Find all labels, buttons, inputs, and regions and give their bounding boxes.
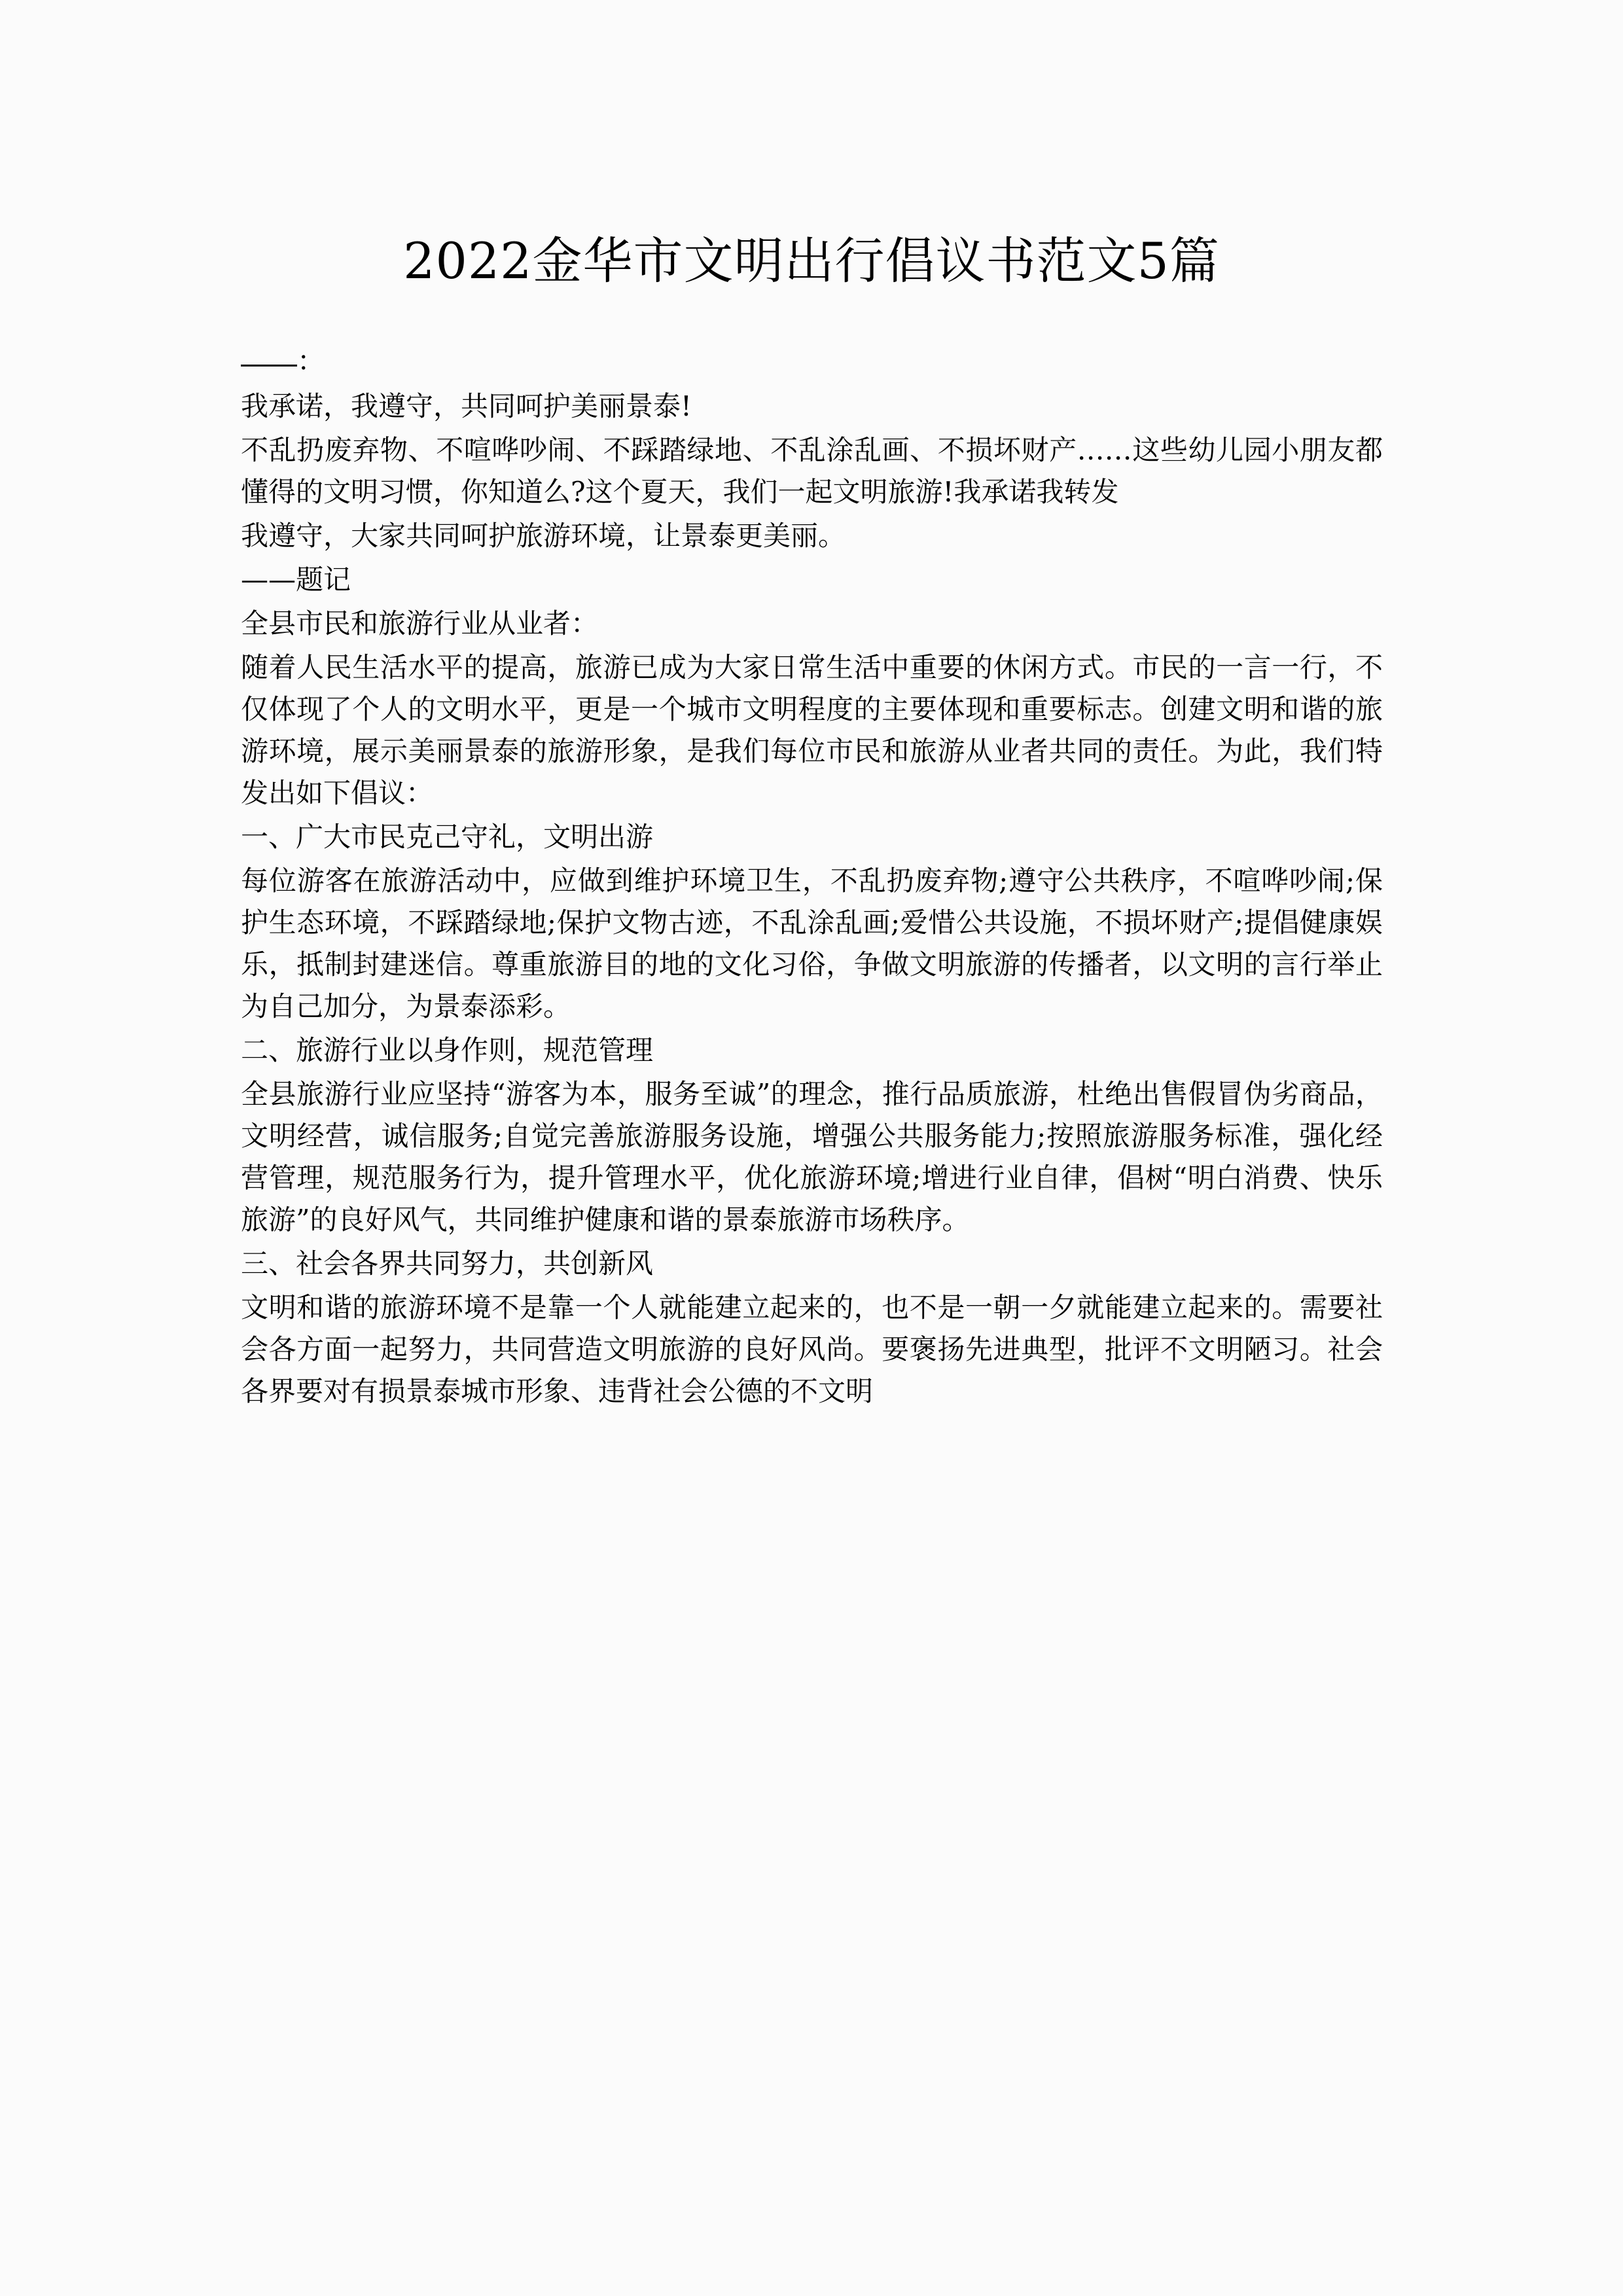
section-2-body: 全县旅游行业应坚持“游客为本，服务至诚”的理念，推行品质旅游，杜绝出售假冒伪劣商品，文明经营，诚信服务;自觉完善旅游服务设施，增强公共服务能力;按照旅游服务标准，强化经营管理，规范服务行为，提升管理水平，优化旅游环境;增进行业自律，倡树“明白消费、快乐旅游”的良好风气，共同维护健康和谐的景泰旅游市场秩序。	[241, 1078, 1383, 1236]
salutation-line	[241, 340, 1383, 382]
paragraph-pledge-2: 不乱扔废弃物、不喧哗吵闹、不踩踏绿地、不乱涂乱画、不损坏财产……这些幼儿园小朋友都懂得的文明习惯，你知道么?这个夏天，我们一起文明旅游!我承诺我转发	[241, 434, 1383, 508]
paragraph-intro: 随着人民生活水平的提高，旅游已成为大家日常生活中重要的休闲方式。市民的一言一行，不仅体现了个人的文明水平，更是一个城市文明程度的主要体现和重要标志。创建文明和谐的旅游环境，展示美丽景泰的旅游形象，是我们每位市民和旅游从业者共同的责任。为此，我们特发出如下倡议：	[241, 651, 1383, 809]
page-title: 2022金华市文明出行倡议书范文5篇	[403, 231, 1220, 290]
paragraph-pledge-3: 我遵守，大家共同呵护旅游环境，让景泰更美丽。	[241, 520, 846, 552]
section-heading-3: 三、社会各界共同努力，共创新风	[241, 1247, 654, 1280]
salutation-colon: ：	[297, 345, 325, 377]
section-3-body: 文明和谐的旅游环境不是靠一个人就能建立起来的，也不是一朝一夕就能建立起来的。需要社会各方面一起努力，共同营造文明旅游的良好风尚。要褒扬先进典型，批评不文明陋习。社会各界要对有损景泰城市形象、违背社会公德的不文明	[241, 1291, 1383, 1407]
paragraph-addressee: 全县市民和旅游行业从业者：	[241, 607, 599, 639]
document-body	[241, 340, 1383, 1414]
section-heading-1: 一、广大市民克己守礼，文明出游	[241, 821, 654, 853]
section-heading-2: 二、旅游行业以身作则，规范管理	[241, 1034, 654, 1066]
blank-fill-rule	[241, 365, 297, 367]
paragraph-pledge-1: 我承诺，我遵守，共同呵护美丽景泰!	[241, 390, 692, 422]
paragraph-epigraph: ——题记	[241, 564, 351, 596]
section-1-body: 每位游客在旅游活动中，应做到维护环境卫生，不乱扔废弃物;遵守公共秩序，不喧哗吵闹;保护生态环境，不踩踏绿地;保护文物古迹，不乱涂乱画;爱惜公共设施，不损坏财产;提倡健康娱乐，抵制封建迷信。尊重旅游目的地的文化习俗，争做文明旅游的传播者，以文明的言行举止为自己加分，为景泰添彩。	[241, 865, 1383, 1022]
